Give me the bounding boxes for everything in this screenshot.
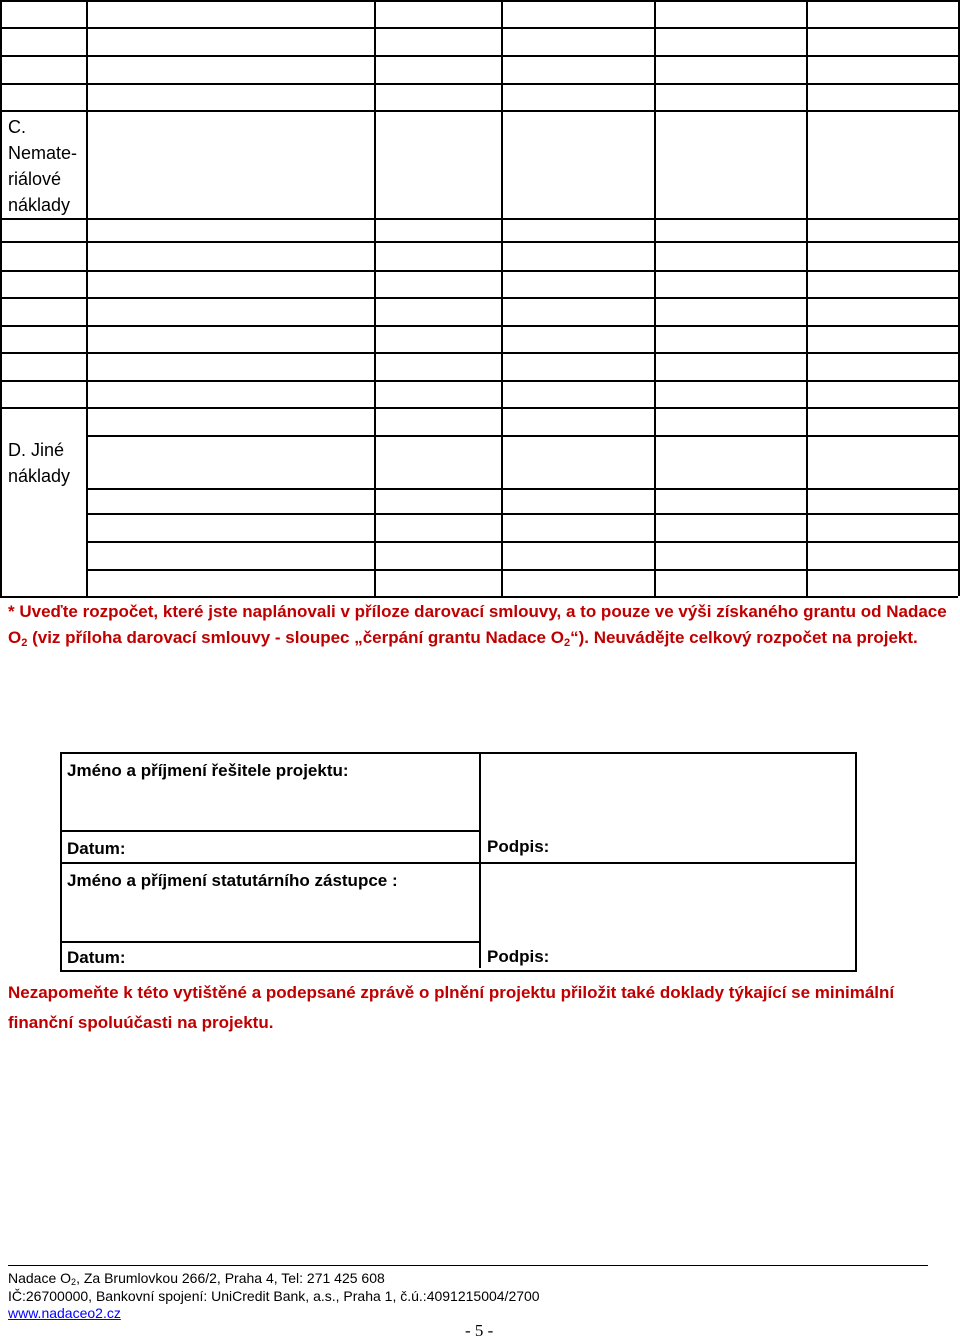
signature-label-applicant: Podpis:: [487, 837, 550, 856]
signature-table-divider: [479, 752, 481, 968]
footer-org-name: Nadace O: [8, 1270, 72, 1286]
note-text-3: “). Neuvádějte celkový rozpočet na projekt.: [570, 628, 918, 647]
table-column-line: [86, 0, 88, 596]
representative-name-label: Jméno a příjmení statutárního zástupce :: [67, 871, 398, 890]
note-text-1: * Uveďte rozpočet, které jste naplánovali v příloze darovací smlouvy, a to pouze ve výši získaného grantu od Nadace O: [8, 602, 947, 647]
table-row-line: [0, 297, 958, 299]
table-row-line: [0, 270, 958, 272]
table-column-line: [374, 0, 376, 596]
date-label-representative: Datum:: [67, 948, 126, 967]
reminder-text: Nezapomeňte k této vytištěné a podepsané zprávě o plnění projektu přiložit také doklady týkající se minimální finanční spoluúčasti na projektu.: [8, 983, 895, 1032]
table-column-line: [0, 0, 2, 596]
table-row-line: [0, 0, 958, 2]
footer-website-link[interactable]: www.nadaceo2.cz: [8, 1305, 121, 1321]
table-row-line: [0, 55, 958, 57]
signature-label-representative: Podpis:: [487, 947, 550, 966]
table-row-line: [86, 541, 958, 543]
table-row-line: [0, 83, 958, 85]
note-text-2: (viz příloha darovací smlouvy - sloupec „čerpání grantu Nadace O: [27, 628, 564, 647]
table-row-line: [0, 380, 958, 382]
page-number: - 5 -: [465, 1321, 494, 1340]
table-row-line: [86, 569, 958, 571]
table-row-line: [0, 241, 958, 243]
note-subscript-2: 2: [563, 637, 571, 649]
footer-divider: [8, 1265, 928, 1266]
section-d-label: D. Jiné náklady: [8, 440, 71, 486]
row-line: [60, 941, 480, 943]
table-column-line: [654, 0, 656, 596]
table-row-line: [0, 218, 958, 220]
row-line: [60, 862, 855, 864]
signature-table: [60, 752, 855, 970]
table-row-line: [86, 435, 958, 437]
table-row-line: [86, 488, 958, 490]
table-row-line: [0, 596, 958, 598]
note-subscript-1: 2: [21, 637, 28, 649]
table-row-line: [0, 110, 958, 112]
section-c-label: C. Nemate- riálové náklady: [8, 117, 78, 215]
budget-note: [8, 599, 953, 656]
footer-bank-info: IČ:26700000, Bankovní spojení: UniCredit Bank, a.s., Praha 1, č.ú.:4091215004/2700: [8, 1288, 540, 1304]
date-label-applicant: Datum:: [67, 839, 126, 858]
table-row-line: [0, 352, 958, 354]
row-line: [60, 830, 480, 832]
footer-website-wrap: [8, 1305, 121, 1322]
table-row-line: [0, 325, 958, 327]
table-row-line: [86, 513, 958, 515]
footer-subscript: 2: [71, 1277, 77, 1287]
table-column-line: [806, 0, 808, 596]
table-column-line: [501, 0, 503, 596]
applicant-name-label: Jméno a příjmení řešitele projektu:: [67, 761, 349, 780]
table-row-line: [0, 407, 958, 409]
table-row-line: [0, 27, 958, 29]
footer-address-text: , Za Brumlovkou 266/2, Praha 4, Tel: 271 425 608: [76, 1270, 385, 1286]
